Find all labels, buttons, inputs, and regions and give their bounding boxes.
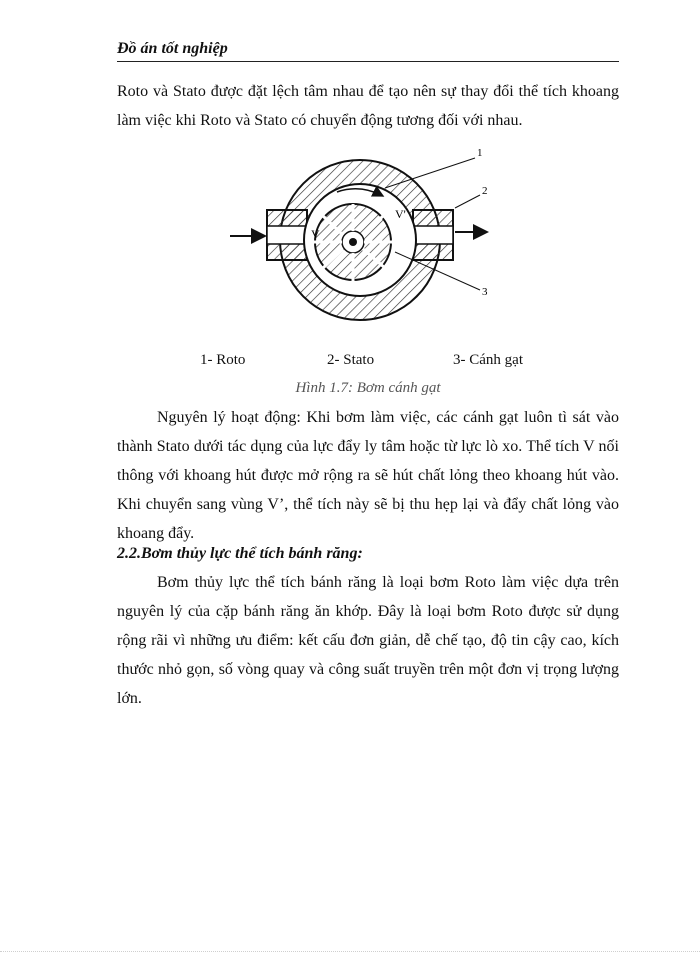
section-paragraph: Bơm thủy lực thể tích bánh răng là loại bơm Roto làm việc dựa trên nguyên lý của cặp bánh răng ăn khớp. Đây là loại bơm Roto được sử dụng rộng rãi vì những ưu điểm: kết cấu đơn giản, dễ chế tạo, độ tin cậy cao, kích thước nhỏ gọn, số vòng quay và công suất truyền trên một đơn vị trọng lượng lớn. bbox=[117, 574, 619, 707]
callout-3: 3 bbox=[482, 286, 488, 298]
page-bottom-border bbox=[0, 951, 700, 952]
legend-stato: 2- Stato bbox=[327, 352, 375, 368]
document-header: Đồ án tốt nghiệp bbox=[117, 40, 619, 62]
region-label-v-prime: V' bbox=[395, 207, 406, 221]
region-label-v: V bbox=[311, 227, 320, 241]
legend-roto: 1- Roto bbox=[200, 352, 246, 368]
principle-paragraph: Nguyên lý hoạt động: Khi bơm làm việc, các cánh gạt luôn tì sát vào thành Stato dưới tác dụng của lực đẩy ly tâm hoặc từ lực lò xo. Thể tích V nối thông với khoang hút được mở rộng ra sẽ hút chất lỏng theo khoang hút vào. Khi chuyển sang vùng V’, thể tích này sẽ bị thu hẹp lại và đẩy chất lỏng vào khoang đẩy. bbox=[117, 409, 619, 542]
legend-canh-gat: 3- Cánh gạt bbox=[453, 352, 523, 368]
section-heading: 2.2.Bơm thủy lực thể tích bánh răng: bbox=[117, 545, 363, 562]
callout-2: 2 bbox=[482, 185, 488, 197]
callout-1: 1 bbox=[477, 147, 483, 159]
figure-caption: Hình 1.7: Bơm cánh gạt bbox=[295, 380, 441, 396]
vane-pump-diagram bbox=[225, 140, 505, 335]
intro-paragraph: Roto và Stato được đặt lệch tâm nhau để tạo nên sự thay đổi thể tích khoang làm việc khi Roto và Stato có chuyển động tương đối với nhau. bbox=[117, 83, 619, 129]
